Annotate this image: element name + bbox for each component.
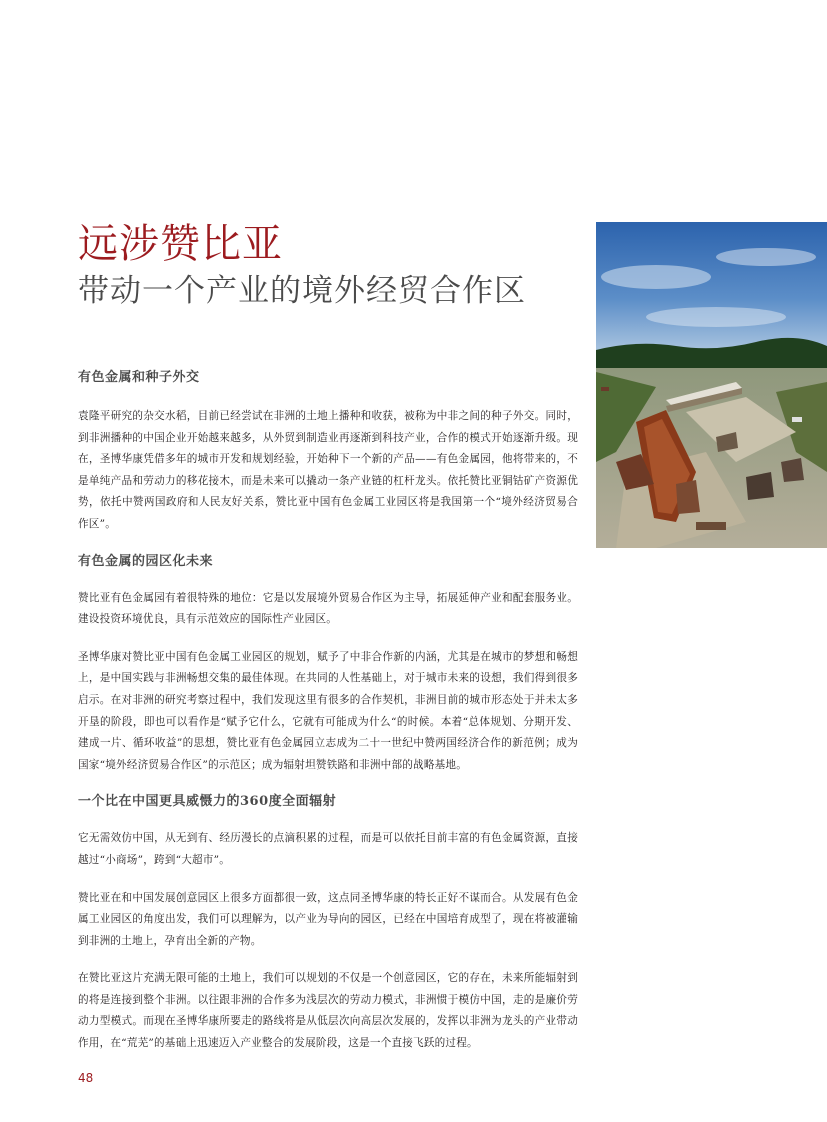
section-heading: 有色金属和种子外交 xyxy=(78,370,200,385)
section-360-radiation xyxy=(78,792,578,1054)
aerial-industrial-park-photo xyxy=(596,222,827,548)
section-nonferrous-and-seed-diplomacy xyxy=(78,368,578,536)
paragraph: 圣博华康对赞比亚中国有色金属工业园区的规划，赋予了中非合作新的内涵，尤其是在城市的梦想和畅想上，是中国实践与非洲畅想交集的最佳体现。在共同的人性基础上，对于城市未来的设想，我们得到很多启示。在对非洲的研究考察过程中，我们发现这里有很多的合作契机，非洲目前的城市形态处于并未太多开垦的阶段，即也可以看作是“赋予它什么，它就有可能成为什么“的时候。本着“总体规划、分期开发、建成一片、循环收益”的思想，赞比亚有色金属园立志成为二十一世纪中赞两国经济合作的新范例；成为国家“境外经济贸易合作区”的示范区；成为辐射坦赞铁路和非洲中部的战略基地。 xyxy=(78,650,578,771)
paragraph: 在赞比亚这片充满无限可能的土地上，我们可以规划的不仅是一个创意园区，它的存在，未来所能辐射到的将是连接到整个非洲。以往跟非洲的合作多为浅层次的劳动力模式，非洲惯于模仿中国，走的是廉价劳动力型模式。而现在圣博华康所要走的路线将是从低层次向高层次发展的，发挥以非洲为龙头的产业带动作用，在“荒芜”的基础上迅速迈入产业整合的发展阶段，这是一个直接飞跃的过程。 xyxy=(78,972,578,1050)
section-park-future xyxy=(78,552,578,777)
section-heading: 一个比在中国更具威慑力的360度全面辐射 xyxy=(78,794,337,810)
page-number: 48 xyxy=(78,1071,94,1085)
article-body xyxy=(78,368,578,1071)
page-subtitle: 带动一个产业的境外经贸合作区 xyxy=(78,273,526,309)
page-title: 远涉赞比亚 xyxy=(78,221,283,267)
paragraph: 它无需效仿中国，从无到有、经历漫长的点滴积累的过程，而是可以依托目前丰富的有色金属资源，直接越过“小商场”，跨到“大超市”。 xyxy=(78,832,578,866)
paragraph: 赞比亚在和中国发展创意园区上很多方面都很一致，这点同圣博华康的特长正好不谋而合。从发展有色金属工业园区的角度出发，我们可以理解为，以产业为导向的园区，已经在中国培育成型了，现在将被灌输到非洲的土地上，孕育出全新的产物。 xyxy=(78,891,578,947)
section-heading: 有色金属的园区化未来 xyxy=(78,553,214,569)
paragraph: 赞比亚有色金属园有着很特殊的地位：它是以发展境外贸易合作区为主导，拓展延伸产业和配套服务业。建设投资环境优良，具有示范效应的国际性产业园区。 xyxy=(78,591,578,626)
paragraph: 袁隆平研究的杂交水稻，目前已经尝试在非洲的土地上播种和收获，被称为中非之间的种子外交。同时，到非洲播种的中国企业开始越来越多，从外贸到制造业再逐渐到科技产业，合作的模式开始逐渐升级。现在，圣博华康凭借多年的城市开发和规划经验，开始种下一个新的产品——有色金属园，他将带来的，不是单纯产品和劳动力的移花接木，而是未来可以撬动一条产业链的杠杆龙头。依托赞比亚铜钴矿产资源优势，依托中赞两国政府和人民友好关系，赞比亚中国有色金属工业园区将是我国第一个“境外经济贸易合作区”。 xyxy=(78,410,578,530)
